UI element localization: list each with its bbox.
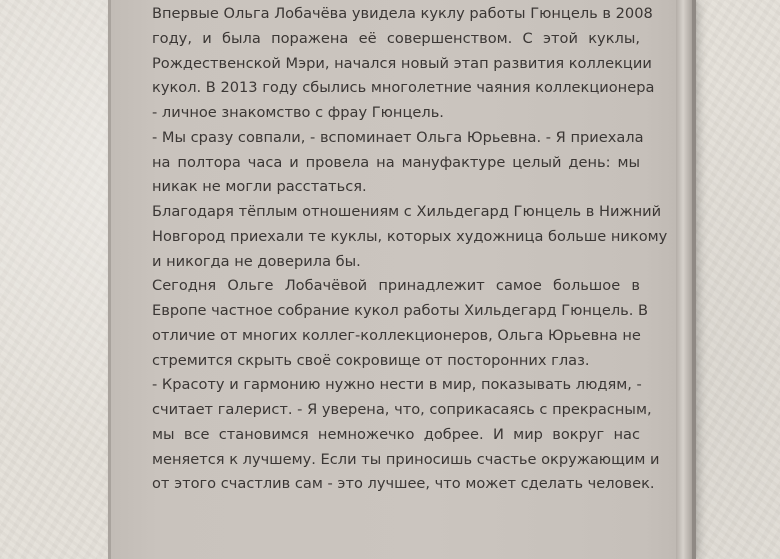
- text-line: отличие от многих коллег-коллекционеров, Ольга Юрьевна не: [152, 326, 641, 344]
- text-line: и никогда не доверила бы.: [152, 252, 361, 270]
- paragraph-4: [152, 274, 649, 373]
- text-line: Впервые Ольга Лобачёва увидела куклу работы Гюнцель в 2008: [152, 5, 653, 22]
- text-line: Благодаря тёплым отношениям с Хильдегард Гюнцель в Нижний: [152, 203, 662, 220]
- text-line: стремится скрыть своё сокровище от посторонних глаз.: [152, 351, 590, 369]
- text-line: - Красоту и гармонию нужно нести в мир, показывать людям, -: [152, 376, 642, 394]
- wall-left: [0, 0, 108, 559]
- text-line: Европе частное собрание кукол работы Хильдегард Гюнцель. В: [152, 302, 649, 319]
- text-line: от этого счастлив сам - это лучшее, что может сделать человек.: [152, 475, 655, 493]
- text-line: никак не могли расстаться.: [152, 178, 367, 196]
- panel-text: [152, 2, 668, 497]
- text-line: кукол. В 2013 году сбылись многолетние чаяния коллекционера: [152, 79, 655, 97]
- text-line: Сегодня Ольге Лобачёвой принадлежит самое большое в: [152, 277, 640, 295]
- text-line: году, и была поражена её совершенством. С этой куклы,: [152, 29, 640, 47]
- text-line: на полтора часа и провела на мануфактуре целый день: мы: [152, 153, 640, 171]
- text-line: считает галерист. - Я уверена, что, соприкасаясь с прекрасным,: [152, 401, 652, 418]
- text-line: мы все становимся немножечко добрее. И мир вокруг нас: [152, 425, 640, 443]
- panel-edge: [676, 0, 692, 559]
- text-line: - Мы сразу совпали, - вспоминает Ольга Юрьевна. - Я приехала: [152, 128, 644, 146]
- paragraph-5: [152, 373, 660, 497]
- text-line: меняется к лучшему. Если ты приносишь счастье окружающим и: [152, 450, 660, 468]
- paragraph-1: [152, 2, 655, 126]
- text-line: Новгород приехали те куклы, которых художница больше никому: [152, 227, 668, 245]
- wall-right: [685, 0, 780, 559]
- text-line: Рождественской Мэри, начался новый этап развития коллекции: [152, 54, 652, 72]
- paragraph-3: [152, 200, 668, 274]
- text-line: - личное знакомство с фрау Гюнцель.: [152, 104, 444, 121]
- paragraph-2: [152, 126, 644, 200]
